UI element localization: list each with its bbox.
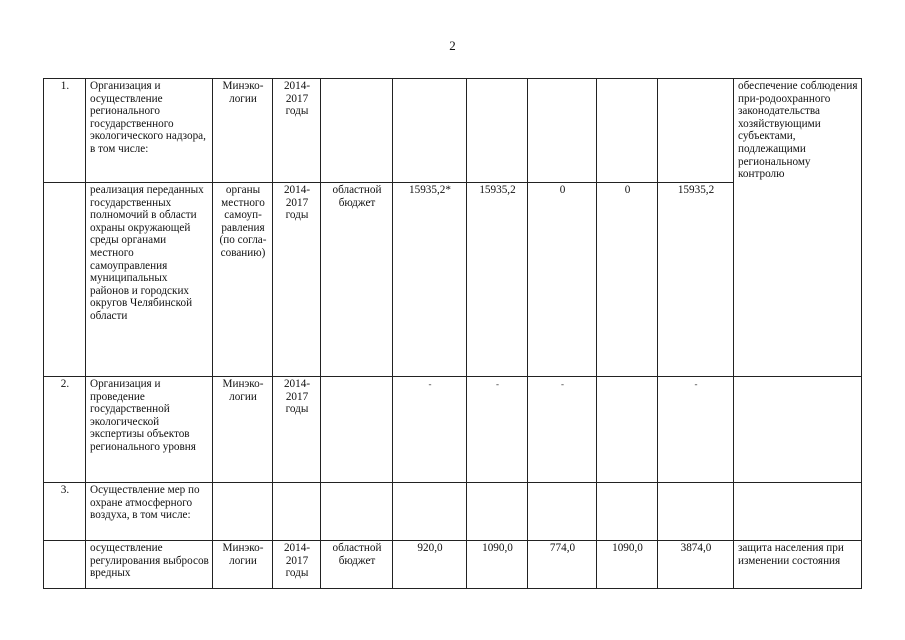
value-col-3: - — [561, 379, 564, 389]
value-col-2 — [467, 79, 528, 183]
funding-source: областной бюджет — [321, 183, 393, 377]
activity-name: реализация переданных государственных полномочий в области охраны окружающей среды органами местного самоуправления муниципальных районов и городских округов Челябинской области — [86, 183, 213, 377]
table-row — [44, 79, 862, 183]
executor: Минэко-логии — [213, 377, 273, 483]
funding-source — [321, 483, 393, 541]
funding-source: областной бюджет — [321, 541, 393, 589]
years: 2014-2017 годы — [273, 183, 321, 377]
value-col-3 — [528, 483, 597, 541]
total-value — [393, 483, 467, 541]
page-number: 2 — [449, 38, 456, 53]
row-number: 3. — [44, 483, 86, 541]
table-row — [44, 483, 862, 541]
executor: Минэко-логии — [213, 79, 273, 183]
activity-name: осуществление регулирования выбросов вредных — [86, 541, 213, 589]
activity-name: Осуществление мер по охране атмосферного воздуха, в том числе: — [86, 483, 213, 541]
years: 2014-2017 годы — [273, 79, 321, 183]
funding-source — [321, 377, 393, 483]
value-col-2: 15935,2 — [467, 183, 528, 377]
total-value: - — [428, 379, 432, 389]
value-col-2: 1090,0 — [467, 541, 528, 589]
years — [273, 483, 321, 541]
table-row — [44, 541, 862, 589]
expected-result: обеспечение соблюдения при-родоохранного законодательства хозяйствующими субъектами, подлежащими региональному контролю — [734, 79, 862, 377]
row-number — [44, 541, 86, 589]
value-col-5: 15935,2 — [658, 183, 734, 377]
value-col-5 — [658, 79, 734, 183]
value-col-5: - — [694, 379, 698, 389]
expected-result: защита населения при изменении состояния — [734, 541, 862, 589]
expected-result — [734, 377, 862, 483]
total-value: 15935,2* — [393, 183, 467, 377]
value-col-2 — [467, 483, 528, 541]
value-col-3 — [528, 79, 597, 183]
executor: Минэко-логии — [213, 541, 273, 589]
row-number: 2. — [44, 377, 86, 483]
funding-source — [321, 79, 393, 183]
row-number: 1. — [44, 79, 86, 183]
table-row — [44, 377, 862, 483]
executor — [213, 483, 273, 541]
years: 2014-2017 годы — [273, 377, 321, 483]
value-col-4: 0 — [597, 183, 658, 377]
expected-result — [734, 483, 862, 541]
total-value — [393, 79, 467, 183]
value-col-2: - — [496, 379, 499, 389]
activity-name: Организация и проведение государственной экологической экспертизы объектов регионального уровня — [86, 377, 213, 483]
value-col-3: 0 — [528, 183, 597, 377]
executor: органы местного самоуп-равления (по согла-сованию) — [213, 183, 273, 377]
value-col-4 — [597, 483, 658, 541]
value-col-4 — [597, 377, 658, 483]
value-col-4 — [597, 79, 658, 183]
value-col-3: 774,0 — [528, 541, 597, 589]
total-value: 920,0 — [393, 541, 467, 589]
value-col-5 — [658, 483, 734, 541]
row-number — [44, 183, 86, 377]
years: 2014-2017 годы — [273, 541, 321, 589]
value-col-5: 3874,0 — [658, 541, 734, 589]
program-activities-table — [43, 78, 862, 589]
value-col-4: 1090,0 — [597, 541, 658, 589]
activity-name: Организация и осуществление регионального государственного экологического надзора, в том числе: — [86, 79, 213, 183]
